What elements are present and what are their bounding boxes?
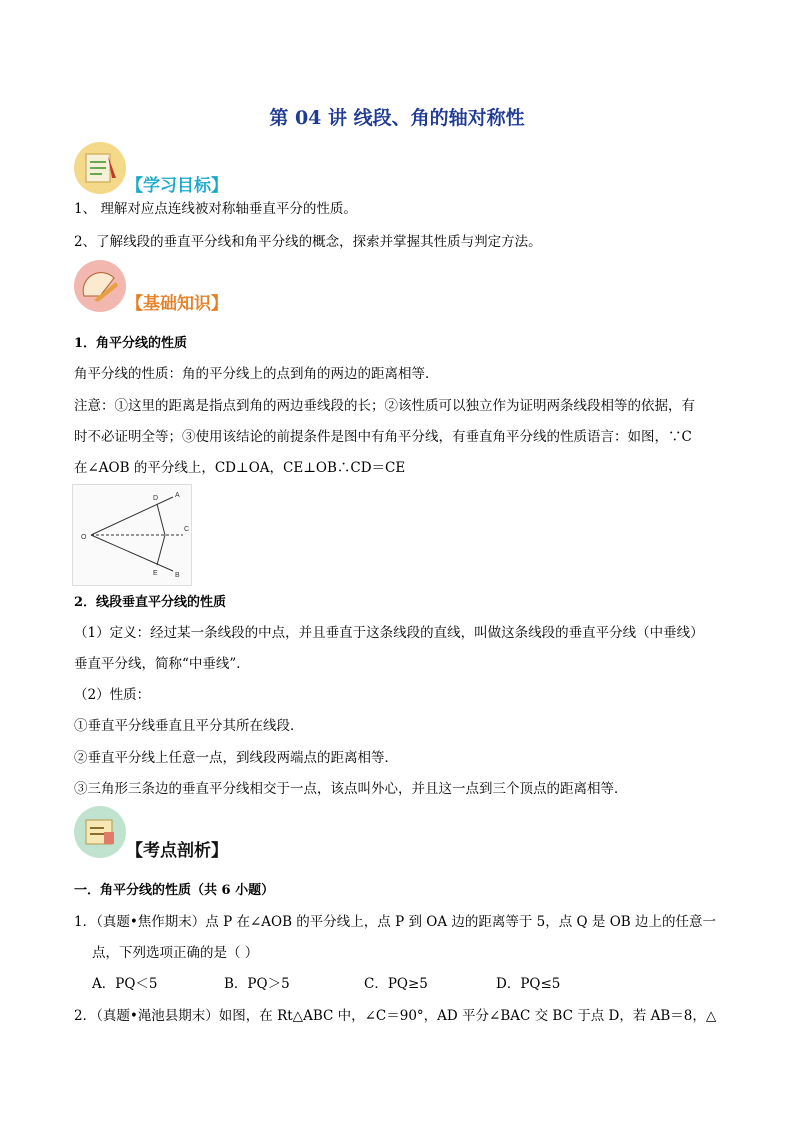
part1-line: 在∠AOB 的平分线上，CD⊥OA，CE⊥OB∴CD＝CE [74,460,406,476]
objective-item: 2、了解线段的垂直平分线和角平分线的概念，探索并掌握其性质与判定方法。 [74,234,542,250]
option-b: B．PQ＞5 [224,976,290,992]
part2-line: （2）性质： [74,687,151,703]
folder-icon [74,806,126,858]
label-B: B [175,572,180,579]
part2-line: ③三角形三条边的垂直平分线相交于一点，该点叫外心，并且这一点到三个顶点的距离相等． [74,781,628,797]
angle-bisector-figure [72,484,192,586]
objective-item: 1、 理解对应点连线被对称轴垂直平分的性质。 [74,201,357,217]
label-A: A [175,492,180,499]
part2-line: 垂直平分线，简称“中垂线”． [74,656,250,672]
question-line: 点，下列选项正确的是（ ） [92,945,259,961]
basics-heading: 【基础知识】 [126,294,228,314]
part1-heading: 1．角平分线的性质 [74,336,188,351]
part2-line: ②垂直平分线上任意一点，到线段两端点的距离相等． [74,750,398,766]
part1-line: 注意：①这里的距离是指点到角的两边垂线段的长；②该性质可以独立作为证明两条线段相等的依据，有 [74,398,695,414]
protractor-icon [74,260,126,312]
question-line: 2．（真题•渑池县期末）如图，在 Rt△ABC 中，∠C＝90°，AD 平分∠BAC 交 BC 于点 D，若 AB＝8，△ [74,1008,717,1024]
label-D: D [153,495,159,502]
part1-line: 时不必证明全等；③使用该结论的前提条件是图中有角平分线，有垂直角平分线的性质语言：如图，∵C [74,429,692,445]
analysis-heading: 【考点剖析】 [126,841,228,861]
part2-line: （1）定义：经过某一条线段的中点，并且垂直于这条线段的直线，叫做这条线段的垂直平分线（中垂线） [74,625,704,641]
notebook-icon [74,142,126,194]
option-a: A．PQ＜5 [92,976,158,992]
label-E: E [153,570,158,577]
label-O: O [81,534,87,541]
part1-line: 角平分线的性质：角的平分线上的点到角的两边的距离相等． [74,366,439,382]
question-line: 1．（真题•焦作期末）点 P 在∠AOB 的平分线上，点 P 到 OA 边的距离等于 5，点 Q 是 OB 边上的任意一 [74,914,716,930]
option-c: C．PQ≥5 [364,976,428,992]
part2-line: ①垂直平分线垂直且平分其所在线段． [74,718,304,734]
label-C: C [184,526,190,533]
option-d: D．PQ≤5 [496,976,561,992]
analysis-subheading: 一．角平分线的性质（共 6 小题） [74,883,275,898]
objectives-heading: 【学习目标】 [126,176,228,196]
part2-heading: 2．线段垂直平分线的性质 [74,595,227,610]
page-title: 第 04 讲 线段、角的轴对称性 [269,107,525,129]
